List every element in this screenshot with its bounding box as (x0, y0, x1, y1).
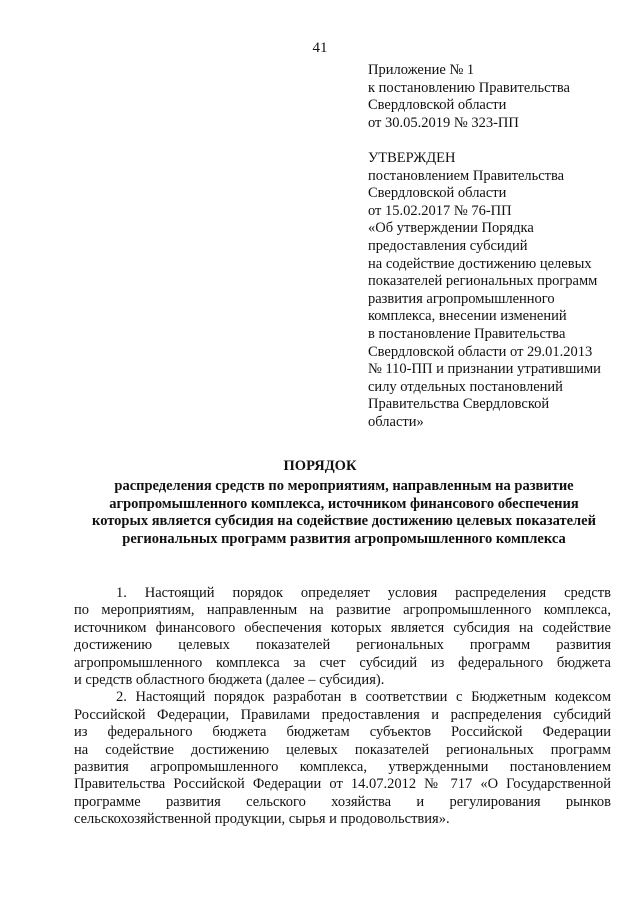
paragraph-2 (74, 689, 611, 828)
approval-line: Свердловской области (368, 185, 507, 202)
appendix-line: к постановлению Правительства (368, 79, 570, 96)
appendix-line: от 30.05.2019 № 323-ПП (368, 114, 519, 131)
approval-line: от 15.02.2017 № 76-ПП (368, 202, 512, 219)
paragraph-line: достижению целевых показателей региональных программ развития (74, 637, 611, 654)
paragraph-line: источником финансового обеспечения которых является субсидия на содействие (74, 619, 611, 636)
document-title: ПОРЯДОК (283, 458, 357, 474)
paragraph-line: программе развития сельского хозяйства и регулирования рынков (74, 793, 611, 810)
paragraph-line: 2. Настоящий порядок разработан в соответствии с Бюджетным кодексом (116, 689, 611, 706)
approval-line: на содействие достижению целевых (368, 255, 592, 272)
approval-line: показателей региональных программ (368, 273, 598, 290)
approval-line: Правительства Свердловской (368, 396, 550, 413)
approval-line: УТВЕРЖДЕН (368, 150, 456, 166)
paragraph-line: 1. Настоящий порядок определяет условия распределения средств (116, 585, 611, 601)
approval-line: области» (368, 413, 424, 430)
approval-line: № 110-ПП и признании утратившими (368, 361, 601, 378)
subtitle-line: распределения средств по мероприятиям, направленным на развитие (114, 478, 574, 494)
paragraph-line: и средств областного бюджета (далее – субсидия). (74, 672, 385, 689)
document-subtitle (74, 478, 614, 548)
subtitle-line: которых является субсидия на содействие достижению целевых показателей (92, 513, 596, 529)
appendix-block (368, 62, 628, 132)
paragraph-line: Российской Федерации, Правилами предоставления и распределения субсидий (74, 706, 611, 723)
approval-line: предоставления субсидий (368, 237, 528, 254)
document-body (74, 585, 611, 829)
paragraph-line: на содействие достижению целевых показателей региональных программ (74, 741, 611, 758)
paragraph-line: Правительства Российской Федерации от 14.07.2012 № 717 «О Государственной (74, 776, 611, 793)
paragraph-line: развития агропромышленного комплекса, утвержденными постановлением (74, 759, 611, 776)
appendix-line: Приложение № 1 (368, 62, 475, 78)
approval-line: в постановление Правительства (368, 325, 566, 342)
paragraph-line: по мероприятиям, направленным на развитие агропромышленного комплекса, (74, 602, 611, 619)
approval-line: Свердловской области от 29.01.2013 (368, 343, 593, 360)
page-number: 41 (312, 40, 328, 56)
paragraph-line: сельскохозяйственной продукции, сырья и продовольствия». (74, 811, 450, 828)
paragraph-line: агропромышленного комплекса за счет субсидий из федерального бюджета (74, 654, 611, 671)
approval-line: силу отдельных постановлений (368, 378, 563, 395)
approval-line: постановлением Правительства (368, 167, 565, 184)
subtitle-line: агропромышленного комплекса, источником финансового обеспечения (109, 495, 579, 512)
paragraph-line: из федерального бюджета бюджетам субъектов Российской Федерации (74, 724, 611, 741)
appendix-line: Свердловской области (368, 97, 507, 114)
approval-line: «Об утверждении Порядка (368, 220, 534, 237)
paragraph-1 (74, 585, 611, 689)
approval-line: комплекса, внесении изменений (368, 308, 567, 325)
approval-block (368, 150, 628, 432)
subtitle-line: региональных программ развития агропромышленного комплекса (122, 530, 566, 547)
approval-line: развития агропромышленного (368, 290, 555, 307)
